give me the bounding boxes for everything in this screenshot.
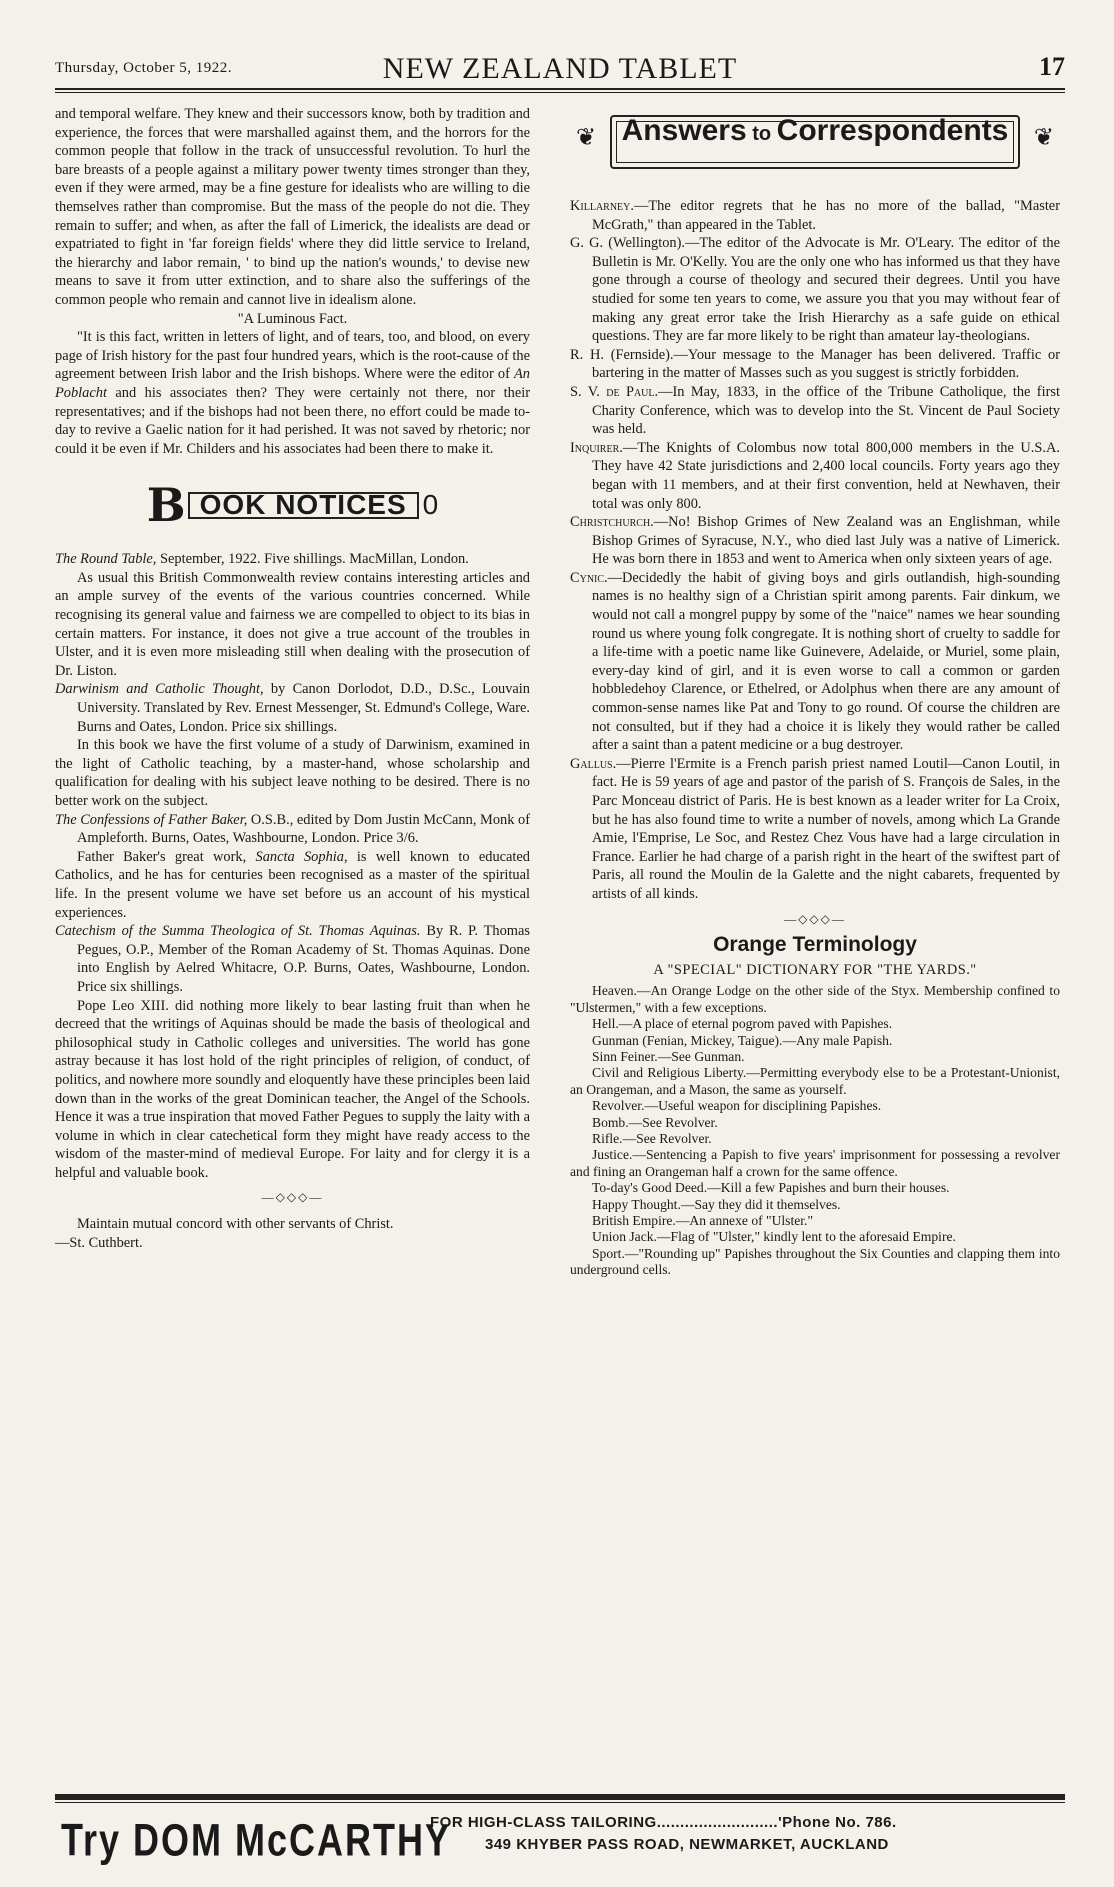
review-body [55, 848, 530, 922]
scroll-ornament-icon: ❦ [576, 125, 597, 151]
review-body: As usual this British Commonwealth review contains interesting articles and an ample survey of the events of the various countries concerned. While recognising its general value and fairness we are compelled to object to its bias in certain matters. For instance, it does not give a true account of the troubles in Ulster, and it is even more misleading still when dealing with the prosecution of Dr. Liston. [55, 569, 530, 679]
book-details: O.S.B., edited by Dom Justin McCann, Monk of Ampleforth. Burns, Oates, Washbourne, London. Price 3/6. [77, 811, 530, 847]
answer-text: —The Knights of Colombus now total 800,000 members in the U.S.A. They have 42 State jurisdictions and 2,400 local councils. Forty years ago they began with 11 members, and at their first convention, held at Newhaven, their total was only 800. [592, 439, 1060, 512]
answer-item [570, 755, 1060, 904]
answer-item [570, 569, 1060, 755]
answer-text: —Decidedly the habit of giving boys and girls outlandish, high-sounding names is no healthy sign of a Christian spirit among parents. Fair dinkum, we would not call a mongrel puppy by some of the "naice" names we hear sounding round us where young folk congregate. It is nothing short of cruelty to saddle for a life-time with a poetic name like Guinevere, Adelaide, or Muriel, some plain, every-day kind of girl, and it is even worse to call a common or garden hobbledehoy Clarence, or Ethelred, or Adolphus when there are any amount of common-sense names like Pat and Tony to go round. Of course the children are not consulted, but if they had a choice it is likely they would rather be called after a saint than a patent medicine or a bug destroyer. [592, 569, 1060, 754]
orange-terminology-title: Orange Terminology [713, 933, 917, 957]
masthead-title: NEW ZEALAND TABLET [382, 52, 738, 85]
book-details: By R. P. Thomas Pegues, O.P., Member of the Roman Academy of St. Thomas Aquinas. Done into English by Aelred Whitacre, O.P. Burns, Oates, Washbourne, London. Price six shillings. [77, 923, 530, 995]
dictionary-entries [570, 983, 1060, 1278]
banner-title [570, 114, 1060, 147]
footer-advertisement [55, 1810, 1065, 1866]
dictionary-entry: British Empire.—An annexe of "Ulster." [592, 1213, 814, 1229]
correspondent-name: Cynic. [570, 569, 608, 586]
dictionary-entry: Gunman (Fenian, Mickey, Taigue).—Any male Papish. [592, 1032, 893, 1048]
dictionary-entry: Happy Thought.—Say they did it themselves. [592, 1196, 841, 1212]
answer-text: —In May, 1833, in the office of the Tribune Catholique, the first Charity Conference, which was to develop into the St. Vincent de Paul Society was held. [592, 383, 1060, 438]
review-heading [55, 680, 530, 736]
section-divider: —◇◇◇— [784, 911, 846, 926]
book-title: Darwinism and Catholic Thought, [55, 681, 264, 698]
left-column [55, 105, 530, 1252]
dictionary-entry: Heaven.—An Orange Lodge on the other side of the Styx. Membership confined to "Ulstermen," with a few exceptions. [570, 983, 1060, 1015]
answer-text: (Wellington).—The editor of the Advocate is Mr. O'Leary. The editor of the Bulletin is Mr. O'Kelly. You are the only one who has informed us that they have gone through a course of theology and secured their degrees. Until you have studied for some ten years to come, we assure you that you may without fear of making any great error take the Irish Hierarchy as a safe guide on ethical questions. They are far more likely to be right than amateur lay-theologians. [592, 235, 1061, 345]
book-title: The Round Table, [55, 551, 157, 568]
publication-title: An Poblacht [55, 366, 530, 401]
book-title: Catechism of the Summa Theologica of St. Thomas Aquinas. [55, 923, 421, 940]
review-heading [55, 811, 530, 848]
review-text: Father Baker's great work, [77, 848, 256, 865]
dictionary-entry: Revolver.—Useful weapon for disciplining Papishes. [592, 1098, 882, 1114]
banner-title: OOK NOTICES [188, 492, 419, 519]
dictionary-entry: Sport.—"Rounding up" Papishes throughout the Six Counties and clapping them into underground cells. [570, 1245, 1060, 1278]
correspondent-name: Christchurch. [570, 514, 654, 531]
banner-initial: B [146, 478, 186, 533]
answer-text: —The editor regrets that he has no more of the ballad, "Master McGrath," than appeared in the Tablet. [592, 198, 1060, 233]
banner-word: Correspondents [776, 114, 1009, 147]
dictionary-entry: Hell.—A place of eternal pogrom paved with Papishes. [592, 1016, 893, 1032]
book-details: September, 1922. Five shillings. MacMillan, London. [156, 551, 469, 568]
answer-item [570, 513, 1060, 569]
dictionary-entry: Justice.—Sentencing a Papish to five years' imprisonment for possessing a revolver and fining an Orangeman half a crown for the same offence. [570, 1147, 1060, 1179]
dictionary-entry: Bomb.—See Revolver. [592, 1114, 718, 1130]
answer-item [570, 346, 1060, 383]
dictionary-entry: Rifle.—See Revolver. [592, 1131, 712, 1146]
paragraph-text: "It is this fact, written in letters of light, and of tears, too, and blood, on every page of Irish history for the past four hundred years, which is the root-cause of the agreement between Irish labor and the Irish bishops. Where were the editor of [55, 329, 530, 383]
paragraph-text: and his associates then? They were certainly not there, nor their representatives; and if the bishops had not been there, no effort could be made to-day to revive a Gaelic nation for it had perished. It was not saved by rhetoric; nor could it be even if Mr. Childers and his associates had been there to make it. [55, 384, 530, 457]
article-continued-paragraph: and temporal welfare. They knew and their successors know, both by tradition and experience, the forces that were marshalled against them, and the horrors for the common people that follow in the track of unsuccessful revolution. To hurl the bare breasts of a people against a military power twenty times stronger than they, even if they were armed, may be a fine gesture for idealists who are willing to die themselves rather than compromise. But the mass of the people do not die. They remain to suffer; and when, as after the fall of Limerick, the idealists are dead or expatriated to fight in 'far foreign fields' where they did little service to Ireland, the hierarchy and labor remain, ' to bind up the nation's wounds,' to devise new means to save it from utter extinction, and to share also the sufferings of the common people who remain and cannot live in idealism alone. [55, 106, 530, 308]
answer-text: (Fernside).—Your message to the Manager has been delivered. Traffic or bartering in the matter of Masses such as you suggest is strictly forbidden. [592, 346, 1060, 382]
ad-tagline: FOR HIGH-CLASS TAILORING..........................'Phone No. 786. [430, 1814, 897, 1831]
section-divider: —◇◇◇— [261, 1190, 324, 1205]
dictionary-entry: To-day's Good Deed.—Kill a few Papishes and burn their houses. [592, 1180, 950, 1196]
banner-connector: to [746, 123, 777, 145]
answer-item [570, 197, 1060, 234]
scroll-ornament-icon: ❦ [1033, 125, 1054, 151]
ad-address: 349 KHYBER PASS ROAD, NEWMARKET, AUCKLAND [485, 1836, 889, 1853]
closing-quote: Maintain mutual concord with other servants of Christ. [77, 1216, 394, 1233]
header-date: Thursday, October 5, 1922. [55, 60, 232, 76]
header-rule [55, 88, 1065, 90]
correspondent-name: G. G. [570, 235, 604, 252]
answer-text: —Pierre l'Ermite is a French parish priest named Loutil—Canon Loutil, in fact. He is 59 years of age and pastor of the parish of S. François de Sales, in the Parc Monceau district of Paris. He is best known as a leader writer for La Croix, but he has also found time to write a number of novels, among which La Grande Amie, l'Emprise, Le Soc, and Restez Chez Vous have had a large circulation in France. Earlier he had charge of a parish right in the heart of the swiftest part of Paris, all round the Moulin de la Galette and the night cabarets, frequented by artists of all kinds. [592, 755, 1060, 902]
answer-text: —No! Bishop Grimes of New Zealand was an Englishman, while Bishop Grimes of Syracuse, N.Y., who died last July was a native of Limerick. He was born there in 1853 and went to America when only sixteen years of age. [592, 514, 1060, 568]
review-text: is well known to educated Catholics, and he has for centuries been recognised as a master of the spiritual life. In the present volume we have set before us an account of his mystical experiences. [55, 848, 530, 921]
article-paragraph [55, 328, 530, 458]
orange-terminology-subtitle: A "SPECIAL" DICTIONARY FOR "THE YARDS." [653, 961, 977, 978]
dictionary-entry: Civil and Religious Liberty.—Permitting everybody else to be a Protestant-Unionist, an Orangeman, and a Mason, the same as yourself. [570, 1065, 1060, 1097]
correspondent-name: S. V. de Paul. [570, 383, 659, 400]
right-column [570, 105, 1060, 1279]
page-number: 17 [1039, 52, 1065, 81]
book-details: by Canon Dorlodot, D.D., D.Sc., Louvain University. Translated by Rev. Ernest Messenger, St. Edmund's College, Ware. Burns and Oates, London. Price six shillings. [77, 681, 530, 735]
correspondent-name: Inquirer. [570, 439, 623, 456]
section-subhead: "A Luminous Fact. [237, 310, 348, 327]
correspondent-name: Killarney. [570, 198, 634, 214]
book-title: The Confessions of Father Baker, [55, 811, 248, 828]
footer-rule [55, 1794, 1065, 1800]
work-title: Sancta Sophia, [255, 848, 348, 865]
correspondent-name: Gallus. [570, 755, 617, 772]
answers-banner [570, 109, 1060, 175]
quote-attribution: —St. Cuthbert. [55, 1234, 143, 1251]
ad-brand: Try DOM McCARTHY [61, 1814, 452, 1866]
page-header [55, 52, 1065, 86]
dictionary-entry: Sinn Feiner.—See Gunman. [592, 1048, 745, 1064]
dictionary-entry: Union Jack.—Flag of "Ulster," kindly lent to the aforesaid Empire. [592, 1229, 956, 1245]
answers-list [570, 197, 1060, 904]
banner-tail: 0 [422, 488, 439, 520]
answer-item [570, 234, 1060, 346]
answer-item [570, 439, 1060, 513]
book-notices-banner [55, 478, 530, 533]
header-rule-thin [55, 92, 1065, 93]
footer-rule-thin [55, 1802, 1065, 1803]
review-body: Pope Leo XIII. did nothing more likely to bear lasting fruit than when he decreed that the writings of Aquinas should be made the basis of theological and philosophical study in Catholic colleges and universities. The world has gone astray because it has lost hold of the right principles of religion, of conduct, of politics, and nowhere more soundly and eloquently have these principles been laid down than in the works of the great Dominican teacher, the Angel of the Schools. Hence it was a true inspiration that moved Father Pegues to supply the laity with a volume in which in clear catechetical form they might have ready access to the wisdom of the master-mind of medieval Europe. For laity and for clergy it is a helpful and valuable book. [55, 997, 530, 1181]
review-body: In this book we have the first volume of a study of Darwinism, examined in the light of Catholic teaching, by a master-hand, whose scholarship and qualification for dealing with his subject leave nothing to be desired. There is no better work on the subject. [55, 737, 530, 809]
review-heading [55, 922, 530, 996]
review-heading [55, 550, 530, 569]
answer-item [570, 383, 1060, 439]
correspondent-name: R. H. [570, 346, 604, 363]
banner-word: Answers [621, 114, 747, 147]
